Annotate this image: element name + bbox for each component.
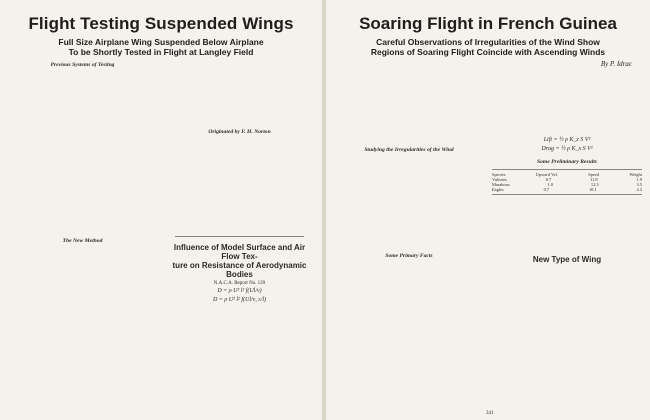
right-page-columns [334, 68, 642, 406]
left-page-title: Flight Testing Suspended Wings [28, 14, 294, 33]
right-page-title: Soaring Flight in French Guinea [359, 14, 617, 33]
right-section-head-2: Some Primary Facts [385, 252, 433, 259]
inset-divider [175, 236, 304, 237]
table-header-cell: Upward Vel. [535, 171, 558, 177]
right-equation-2: Drag = ½ ρ K_x S V² [541, 145, 593, 152]
inset-title-line-1: Influence of Model Surface and Air Flow Tex- [173, 242, 306, 261]
left-column-1 [8, 60, 157, 414]
right-section-head-1: Studying the Irregularities of the Wind [364, 147, 454, 153]
table-row [492, 187, 642, 192]
right-page-subtitle [334, 37, 642, 57]
table-cell: 2.3 [636, 186, 642, 192]
right-page [326, 0, 650, 420]
table-cell: 12.3 [590, 181, 599, 187]
left-page-subtitle [8, 37, 314, 57]
table-cell: Vultures [492, 176, 507, 182]
inset-subtitle: N.A.C.A. Report No. 139 [213, 280, 266, 286]
table-cell: 0.7 [543, 186, 550, 192]
page-number: 341 [486, 411, 494, 416]
table-header-cell: Weight [629, 171, 642, 177]
inset-equation-2: D = ρ U² l² f(Ul/ν, ε/l) [212, 296, 267, 303]
table-cell: Marabous [492, 181, 510, 187]
right-section-head-3: Some Preliminary Results [537, 159, 597, 165]
table-cell: 0.7 [545, 176, 552, 182]
left-section-head-2: The New Method [62, 237, 103, 244]
table-cell: Eagles [492, 186, 504, 192]
right-bottom-head: New Type of Wing [532, 254, 602, 264]
right-subtitle-line-2: Regions of Soaring Flight Coincide with Ascending Winds [370, 47, 606, 57]
table-cell: 11.8 [590, 176, 598, 182]
left-subtitle-line-2: To be Shortly Tested in Flight at Langley Field [68, 47, 254, 57]
table-cell: 10.1 [588, 186, 597, 192]
right-column-1 [334, 68, 484, 406]
left-section-head-3: Originated by F. H. Norton [208, 129, 271, 135]
table-header-cell: Speed [588, 171, 600, 177]
table-cell: 3.5 [636, 181, 642, 187]
right-subtitle-line-1: Careful Observations of Irregularities of the Wind Show [376, 37, 600, 47]
right-equation-1: Lift = ½ ρ K_z S V² [543, 137, 591, 143]
left-page [0, 0, 323, 420]
left-column-2 [165, 60, 314, 414]
left-section-head-1: Previous Systems of Testing [50, 62, 115, 68]
table-header-cell: Species [492, 171, 506, 177]
inset-title-line-2: ture on Resistance of Aerodynamic Bodies [172, 260, 307, 279]
results-table [492, 169, 642, 195]
table-cell: 1.9 [636, 176, 642, 182]
right-column-2 [492, 68, 642, 406]
inset-equation-1: D = ρ U² l² f(Ul/ν) [217, 288, 262, 294]
left-subtitle-line-1: Full Size Airplane Wing Suspended Below Airplane [58, 37, 264, 47]
table-cell: 1.0 [547, 181, 553, 187]
inset-title [167, 243, 312, 279]
byline: By P. Idrac [600, 60, 632, 68]
left-page-columns [8, 60, 314, 414]
